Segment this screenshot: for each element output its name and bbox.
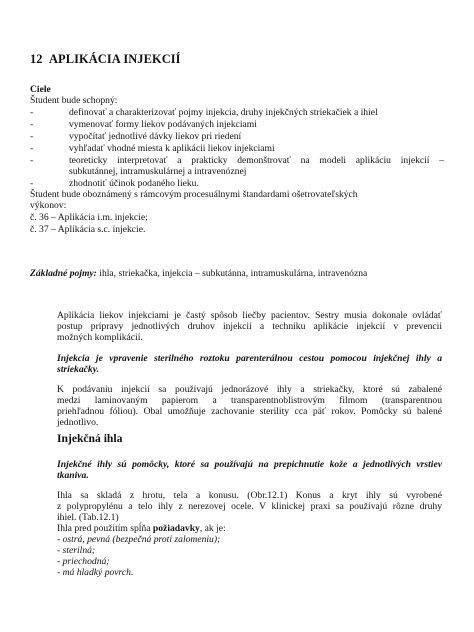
standard-reference: č. 37 – Aplikácia s.c. injekcie. [30,224,146,235]
objectives-intro: Študent bude schopný: [30,95,118,106]
objective-item: vymenovať formy liekov podávaných injekciami [69,119,257,130]
packaging-line: K podávaniu injekcií sa používajú jednorázové ihly a striekačky, ktoré sú zabalené [57,384,442,395]
needle-definition-line: Injekčné ihly sú pomôcky, ktoré sa používajú na prepichnutie kože a jednotlivých vrstiev [57,459,442,470]
list-dash: - [30,107,34,118]
list-dash: - [30,119,34,130]
chapter-heading [30,52,181,67]
standard-reference: č. 36 – Aplikácia i.m. injekcie; [30,212,148,223]
needle-definition-line: tkaniva. [57,470,89,481]
basic-terms [30,268,367,280]
needle-paragraph-line: Ihla sa skladá z hrotu, tela a konusu. (Obr.12.1) Konus a kryt ihly sú vyrobené [57,490,442,501]
objective-item: vyhľadať vhodné miesta k aplikácii liekov injekciami [69,143,275,154]
packaging-line: medzi laminovaným papierom a transparentnoblistrovým filmom (transparentnou [57,395,442,406]
requirement-item: - má hladký povrch. [57,567,134,578]
packaging-line: priehľadnou fóliou). Obal umožňuje zachovanie sterility cca päť rokov. Pomôcky sú balené [57,406,442,417]
objective-item-continuation: subkutánnej, intramuskulárnej a intravenóznej [69,166,247,177]
requirements-keyword: požiadavky [152,523,200,534]
chapter-title: APLIKÁCIA INJEKCIÍ [49,52,181,66]
intro-line: postup prípravy jednotlivých druhov injekcií a techniku aplikácie injekcií v prevencii [57,321,442,332]
requirements-suffix: , ak je: [199,523,226,534]
basic-terms-text: ihla, striekačka, injekcia – subkutánna, intramuskulárna, intravenózna [96,268,368,279]
requirement-item: - ostrá, pevná (bezpečná proti zalomeniu); [57,534,221,545]
objectives-heading: Ciele [30,84,51,95]
needle-paragraph-line: ihiel. (Tab.12.1) [57,512,119,523]
needle-heading: Injekčná ihla [57,432,123,445]
objective-item: definovať a charakterizovať pojmy injekcia, druhy injekčných striekačiek a ihiel [69,107,378,118]
standards-line: výkonov: [30,200,67,211]
objective-item: vypočítať jednotlivé dávky liekov pri riedení [69,131,242,142]
definition-line: striekačky. [57,364,100,375]
requirement-item: - sterilná; [57,545,96,556]
list-dash: - [30,131,34,142]
list-dash: - [30,178,34,189]
objective-item: zhodnotiť účinok podaného lieku. [69,178,199,189]
intro-line: Aplikácia liekov injekciami je častý spôsob liečby pacientov. Sestry musia dokonale ovládať [57,310,442,321]
definition-line: Injekcia je vpravenie sterilného roztoku parenterálnou cestou pomocou injekčnej ihly a [57,353,442,364]
list-dash: - [30,155,34,166]
objective-item: teoreticky interpretovať a prakticky demonštrovať na modeli aplikáciu injekcií – [69,155,444,166]
requirement-item: - priechodná; [57,556,110,567]
needle-paragraph-line: z polypropylénu a telo ihly z nerezovej ocele. V klinickej praxi sa používajú rôzne druhy [57,501,442,512]
packaging-line: jednotlivo. [57,417,99,428]
list-dash: - [30,143,34,154]
intro-line: možných komplikácií. [57,332,143,343]
requirements-prefix: Ihla pred použitím spĺňa [57,523,153,534]
chapter-number: 12 [30,52,43,66]
standards-line: Študent bude oboznámený s rámcovým procesuálnymi štandardami ošetrovateľských [30,189,358,200]
basic-terms-label: Základné pojmy: [30,268,97,279]
